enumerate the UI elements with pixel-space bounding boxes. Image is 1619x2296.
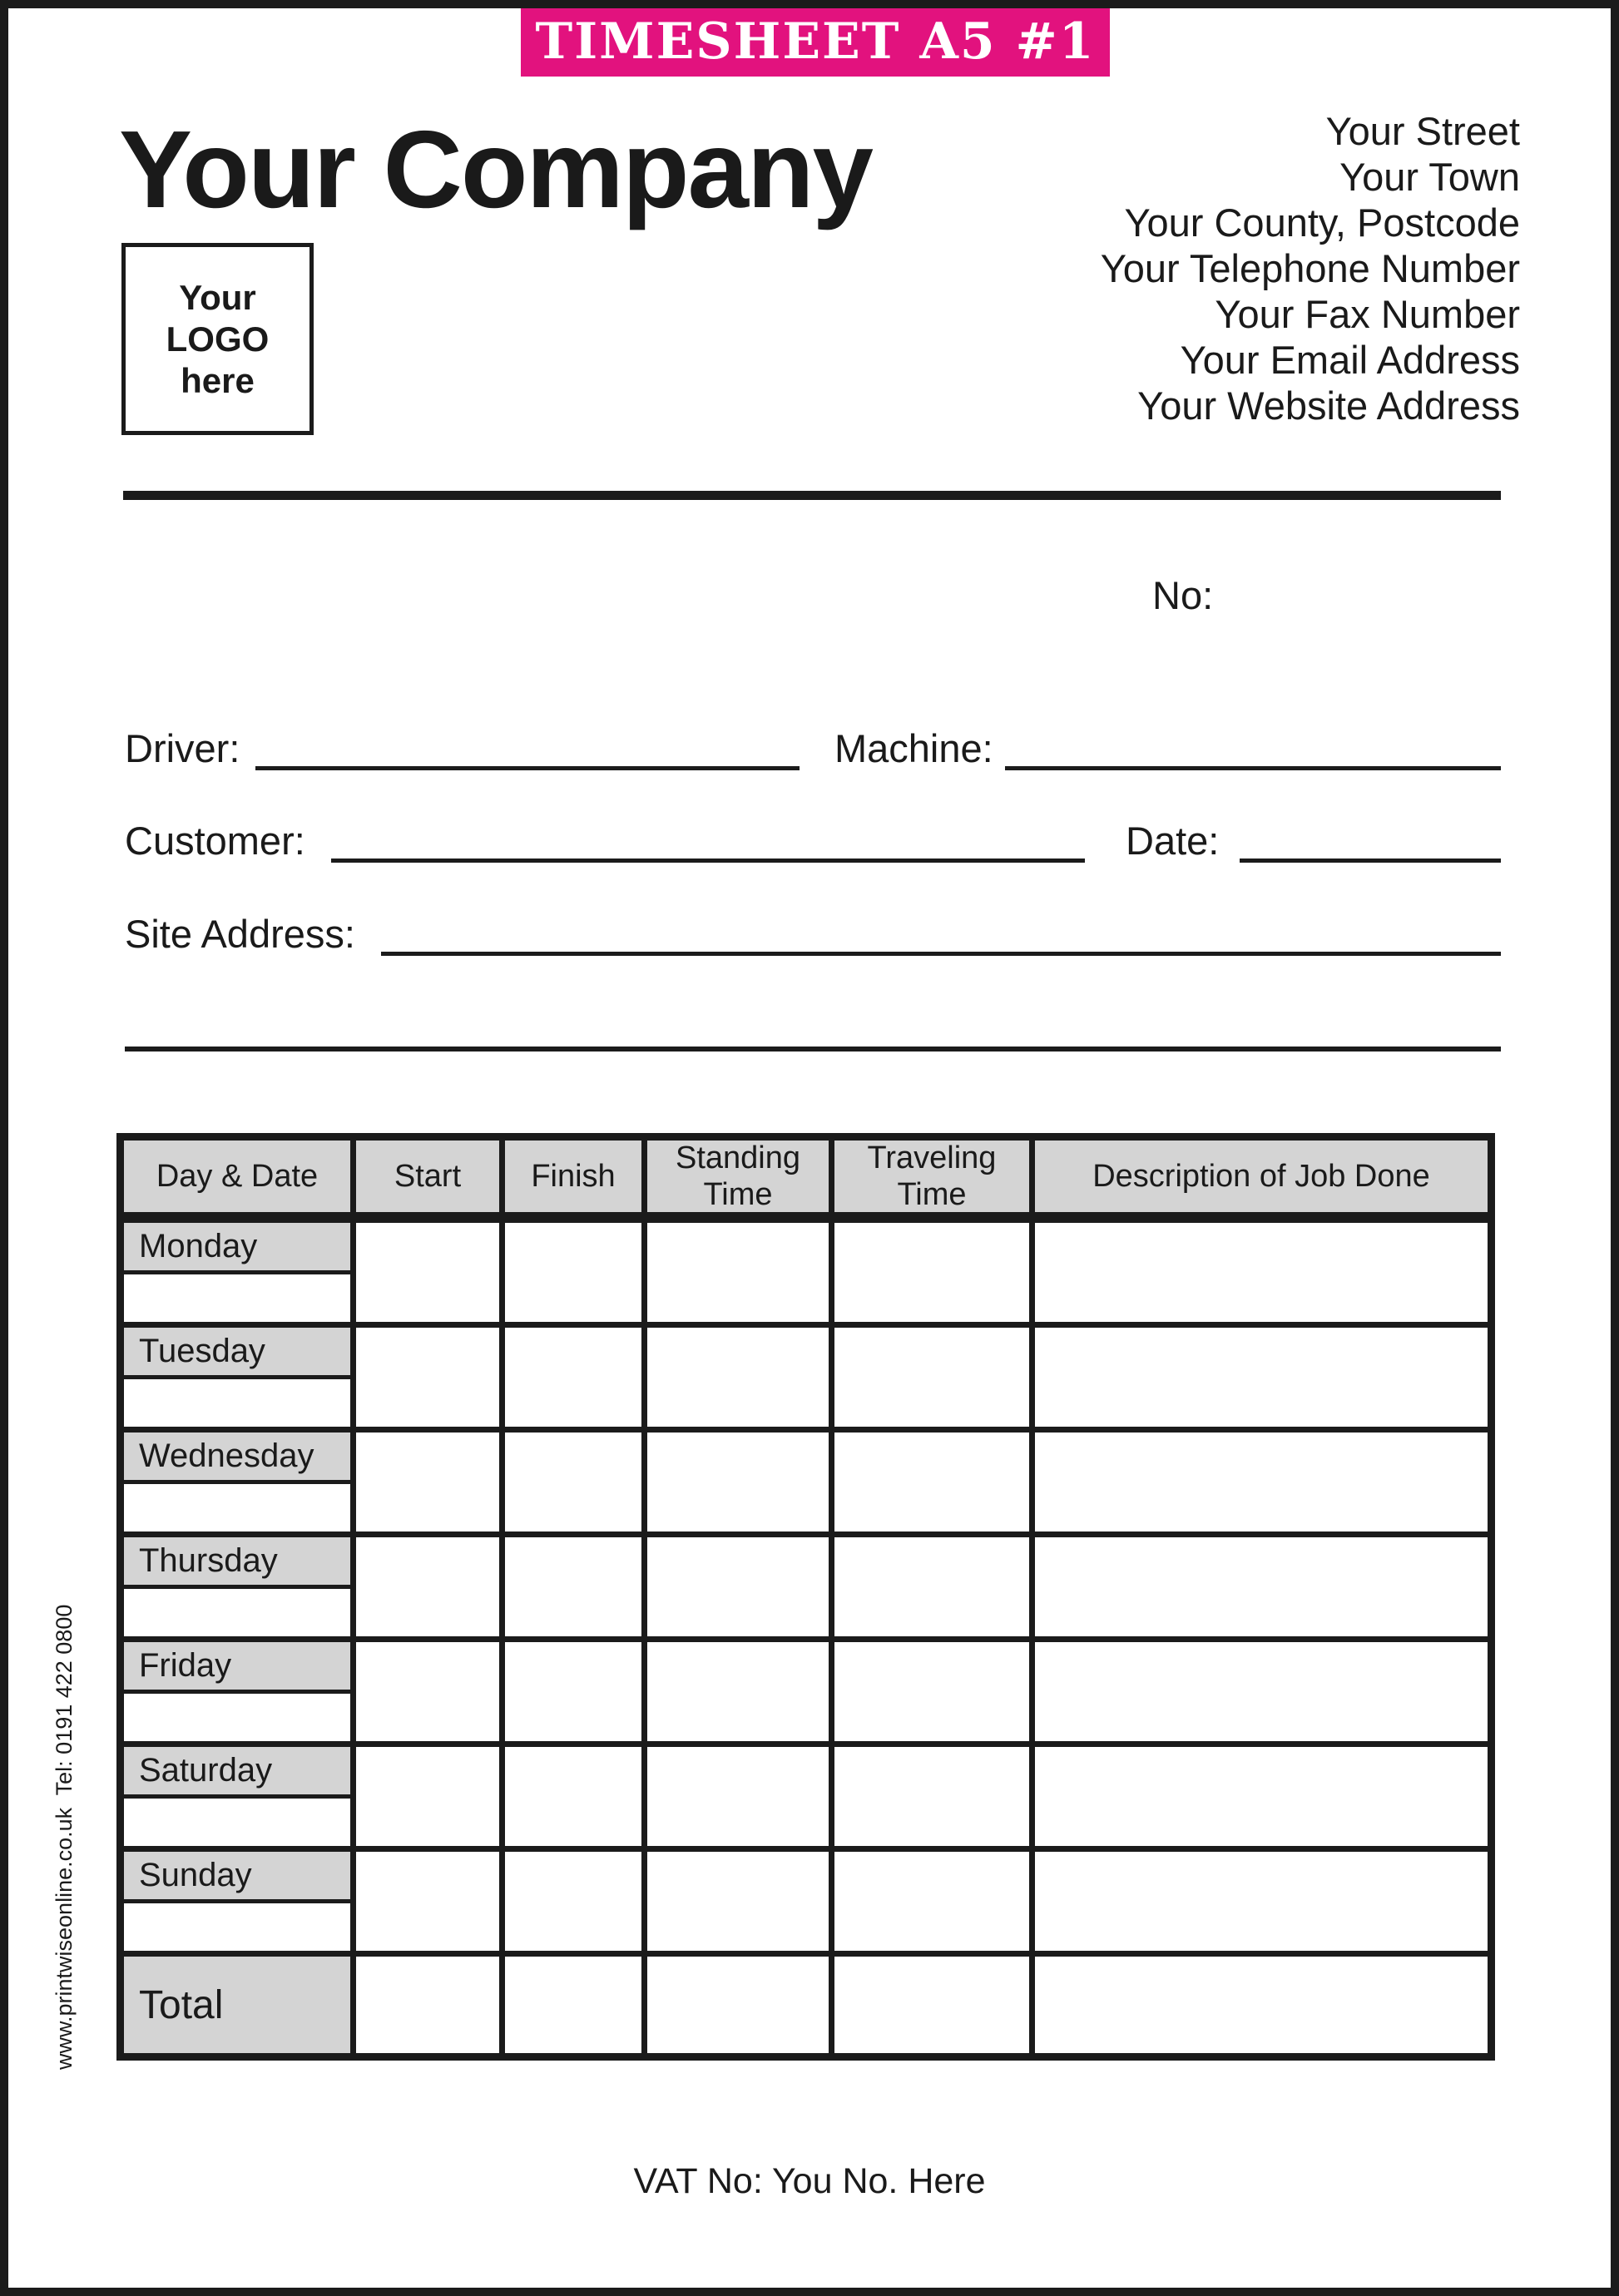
total-standing-cell xyxy=(647,1957,829,2053)
date-label: Date: xyxy=(1126,819,1220,863)
address-line: Your Street xyxy=(1325,109,1520,153)
header-divider-rule xyxy=(123,491,1501,500)
site-address-entry-line xyxy=(381,952,1501,956)
start-cell xyxy=(356,1433,499,1531)
driver-entry-line xyxy=(255,766,800,770)
day-label: Friday xyxy=(124,1642,350,1690)
description-cell xyxy=(1035,1328,1488,1427)
traveling-time-cell xyxy=(834,1223,1029,1322)
standing-time-cell xyxy=(647,1328,829,1427)
address-line: Your Town xyxy=(1339,155,1520,199)
description-cell xyxy=(1035,1747,1488,1846)
logo-line: Your xyxy=(179,277,256,317)
traveling-time-cell xyxy=(834,1642,1029,1741)
machine-entry-line xyxy=(1005,766,1501,770)
date-entry-box xyxy=(124,1799,350,1846)
day-date-cell xyxy=(124,1328,350,1427)
standing-time-cell xyxy=(647,1223,829,1322)
date-entry-box xyxy=(124,1484,350,1531)
banner-title: TIMESHEET A5 #1 xyxy=(535,12,1096,71)
description-cell xyxy=(1035,1433,1488,1531)
standing-time-cell xyxy=(647,1537,829,1636)
address-line: Your County, Postcode xyxy=(1124,200,1520,245)
finish-cell xyxy=(505,1223,641,1322)
date-entry-box xyxy=(124,1274,350,1322)
header-standing-time: Standing Time xyxy=(647,1141,829,1217)
company-address-block xyxy=(1101,108,1520,428)
day-date-cell xyxy=(124,1223,350,1322)
description-cell xyxy=(1035,1642,1488,1741)
date-entry-box xyxy=(124,1694,350,1741)
start-cell xyxy=(356,1852,499,1951)
date-entry-box xyxy=(124,1589,350,1636)
standing-time-cell xyxy=(647,1747,829,1846)
traveling-time-cell xyxy=(834,1852,1029,1951)
date-entry-box xyxy=(124,1379,350,1427)
start-cell xyxy=(356,1642,499,1741)
banner xyxy=(521,7,1110,77)
driver-label: Driver: xyxy=(125,726,240,770)
day-date-cell xyxy=(124,1642,350,1741)
logo-line: LOGO xyxy=(166,319,270,359)
vat-number-text: VAT No: You No. Here xyxy=(633,2161,986,2201)
address-line: Your Telephone Number xyxy=(1100,246,1520,290)
day-date-cell xyxy=(124,1852,350,1951)
site-address-label: Site Address: xyxy=(125,912,355,956)
day-label: Thursday xyxy=(124,1537,350,1585)
finish-cell xyxy=(505,1537,641,1636)
address-line: Your Email Address xyxy=(1180,338,1520,382)
day-label: Wednesday xyxy=(124,1433,350,1480)
date-entry-line xyxy=(1240,859,1501,863)
day-label: Tuesday xyxy=(124,1328,350,1375)
address-line: Your Website Address xyxy=(1137,383,1520,428)
total-label-cell: Total xyxy=(124,1957,350,2053)
day-date-cell xyxy=(124,1537,350,1636)
logo-line: here xyxy=(181,360,255,400)
standing-time-cell xyxy=(647,1433,829,1531)
address-line: Your Fax Number xyxy=(1215,292,1520,336)
printer-credit-text: www.printwiseonline.co.uk Tel: 0191 422 0800 xyxy=(52,1604,77,2070)
site-address-continuation-line xyxy=(125,1047,1501,1052)
finish-cell xyxy=(505,1747,641,1846)
header-finish: Finish xyxy=(505,1141,641,1217)
finish-cell xyxy=(505,1852,641,1951)
header-description: Description of Job Done xyxy=(1035,1141,1488,1217)
header-start: Start xyxy=(356,1141,499,1217)
total-start-cell xyxy=(356,1957,499,2053)
description-cell xyxy=(1035,1223,1488,1322)
header-traveling-time: Traveling Time xyxy=(834,1141,1029,1217)
machine-label: Machine: xyxy=(834,726,993,770)
customer-label: Customer: xyxy=(125,819,305,863)
traveling-time-cell xyxy=(834,1747,1029,1846)
description-cell xyxy=(1035,1537,1488,1636)
company-name: Your Company xyxy=(119,108,872,230)
finish-cell xyxy=(505,1433,641,1531)
traveling-time-cell xyxy=(834,1328,1029,1427)
start-cell xyxy=(356,1328,499,1427)
day-date-cell xyxy=(124,1747,350,1846)
standing-time-cell xyxy=(647,1642,829,1741)
description-cell xyxy=(1035,1852,1488,1951)
day-date-cell xyxy=(124,1433,350,1531)
start-cell xyxy=(356,1223,499,1322)
customer-entry-line xyxy=(331,859,1085,863)
finish-cell xyxy=(505,1328,641,1427)
day-label: Saturday xyxy=(124,1747,350,1794)
day-label: Sunday xyxy=(124,1852,350,1899)
total-description-cell xyxy=(1035,1957,1488,2053)
start-cell xyxy=(356,1747,499,1846)
day-label: Monday xyxy=(124,1223,350,1270)
date-entry-box xyxy=(124,1903,350,1951)
standing-time-cell xyxy=(647,1852,829,1951)
logo-placeholder-box xyxy=(121,243,314,435)
no-label: No: xyxy=(1152,573,1214,617)
start-cell xyxy=(356,1537,499,1636)
total-traveling-cell xyxy=(834,1957,1029,2053)
finish-cell xyxy=(505,1642,641,1741)
traveling-time-cell xyxy=(834,1433,1029,1531)
traveling-time-cell xyxy=(834,1537,1029,1636)
total-finish-cell xyxy=(505,1957,641,2053)
timesheet-table xyxy=(116,1133,1495,2061)
header-day-date: Day & Date xyxy=(124,1141,350,1217)
